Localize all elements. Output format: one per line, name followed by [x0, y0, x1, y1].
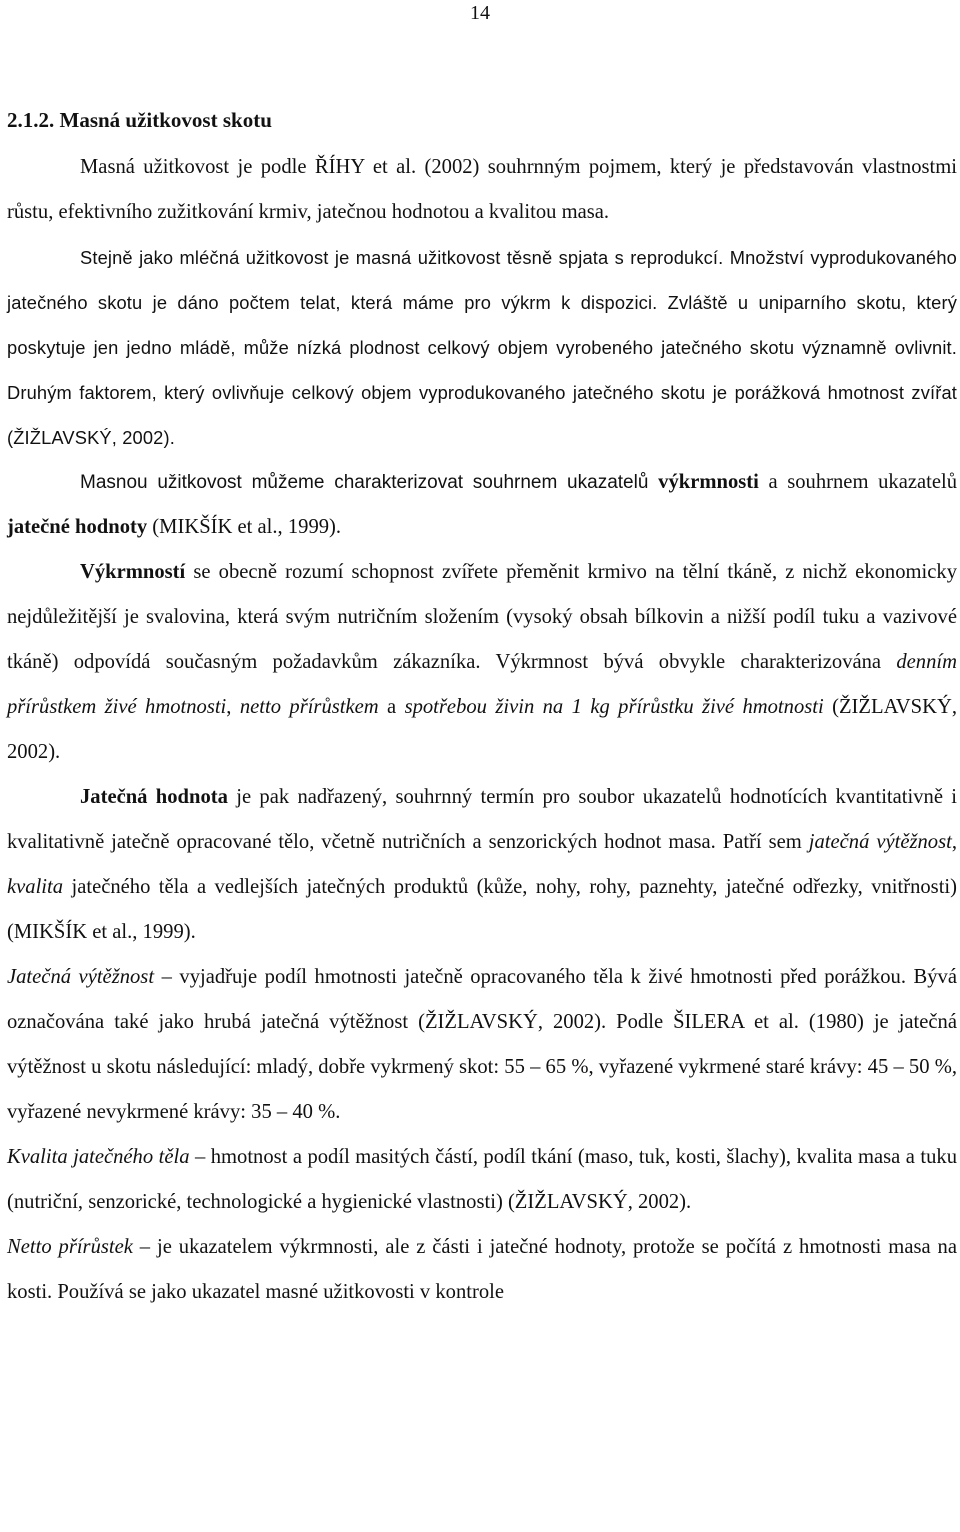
- term-jatecna-vytaznost: jatečná výtěžnost: [808, 831, 952, 853]
- paragraph-jatecna-hodnota: [7, 775, 957, 955]
- definition-text: – vyjadřuje podíl hmotnosti jatečně opracovaného těla k živé hmotnosti před porážkou. Bývá označována také jako hrubá jatečná výtěžnost (ŽIŽLAVSKÝ, 2002). Podle ŠILERA et al. (1980) je jatečná výtěžnost u skotu následující: mladý, dobře vykrmený skot: 55 – 65 %, vyřazené vykrmené staré krávy: 45 – 50 %, vyřazené nevykrmené krávy: 35 – 40 %.: [7, 966, 957, 1123]
- paragraph-jatecna-hodnota-text-2: jatečného těla a vedlejších jatečných produktů (kůže, nohy, rohy, paznehty, jatečné odřezky, vnitřnosti) (MIKŠÍK et al., 1999).: [7, 876, 957, 943]
- term-jatecna-hodnota-bold: Jatečná hodnota: [80, 786, 228, 808]
- paragraph-indicators-text: Masnou užitkovost můžeme charakterizovat souhrnem ukazatelů: [80, 472, 659, 493]
- document-body: [7, 145, 957, 1315]
- term-kvalita: kvalita: [7, 876, 64, 898]
- term-jatecna-hodnota: jatečné hodnoty: [7, 516, 148, 538]
- term-netto-prirustek: netto přírůstkem: [239, 696, 379, 718]
- paragraph-definition-netto: [7, 1225, 957, 1315]
- paragraph-indicators: [7, 460, 957, 550]
- term-denni-prirustek: denním přírůstkem živé hmotnosti: [7, 651, 957, 718]
- paragraph-vykrmnost-text: se obecně rozumí schopnost zvířete přeměnit krmivo na tělní tkáně, z nichž ekonomicky nejdůležitější je svalovina, která svým nutričním složením (vysoký obsah bílkovin a nižší podíl tuku a vazivové tkáně) odpovídá současným požadavkům zákazníka. Výkrmnost bývá obvykle charakterizována: [7, 561, 957, 673]
- citation: (MIKŠÍK et al., 1999).: [147, 516, 342, 538]
- definition-text: – hmotnost a podíl masitých částí, podíl tkání (maso, tuk, kosti, šlachy), kvalita masa a tuku (nutriční, senzorické, technologické a hygienické vlastnosti) (ŽIŽLAVSKÝ, 2002).: [7, 1146, 957, 1213]
- separator: ,: [226, 696, 240, 718]
- paragraph-intro: Masná užitkovost je podle ŘÍHY et al. (2002) souhrnným pojmem, který je představován vlastnostmi růstu, efektivního zužitkování krmiv, jatečnou hodnotou a kvalitou masa.: [7, 156, 957, 223]
- paragraph-jatecna-hodnota-text: je pak nadřazený, souhrnný termín pro soubor ukazatelů hodnotících kvantitativně i kvalitativně jatečně opracované tělo, včetně nutričních a senzorických hodnot masa. Patří sem: [7, 786, 957, 853]
- section-heading: 2.1.2. Masná užitkovost skotu: [7, 108, 272, 132]
- separator: a: [378, 696, 405, 718]
- paragraph-definition-kvalita: [7, 1135, 957, 1225]
- paragraph-reproduction: Stejně jako mléčná užitkovost je masná užitkovost těsně spjata s reprodukcí. Množství vyprodukovaného jatečného skotu je dáno počtem telat, která máme pro výkrm k dispozici. Zvláště u uniparního skotu, který poskytuje jen jedno mládě, může nízká plodnost celkový objem vyrobeného jatečného skotu významně ovlivnit. Druhým faktorem, který ovlivňuje celkový objem vyprodukovaného jatečného skotu je porážková hmotnost zvířat (ŽIŽLAVSKÝ, 2002).: [7, 247, 957, 448]
- term-vykrmnost: výkrmnosti: [658, 471, 759, 493]
- definition-text: – je ukazatelem výkrmnosti, ale z části i jatečné hodnoty, protože se počítá z hmotnosti masa na kosti. Používá se jako ukazatel masné užitkovosti v kontrole: [7, 1236, 957, 1303]
- separator: ,: [951, 831, 957, 853]
- term-netto-prirustek-def: Netto přírůstek: [7, 1236, 133, 1258]
- term-spotreba-zivin: spotřebou živin na 1 kg přírůstku živé hmotnosti: [404, 696, 824, 718]
- term-kvalita-jatecneho-tela: Kvalita jatečného těla: [7, 1146, 190, 1168]
- paragraph-vykrmnost: [7, 550, 957, 775]
- term-vykrmnosti: Výkrmností: [80, 561, 186, 583]
- paragraph-definition-vytaznost: [7, 955, 957, 1135]
- page-number: 14: [470, 2, 490, 24]
- term-jatecna-vytaznost-def: Jatečná výtěžnost: [7, 966, 155, 988]
- citation: (ŽIŽLAVSKÝ, 2002).: [7, 696, 958, 763]
- paragraph-indicators-text-2: a souhrnem ukazatelů: [758, 471, 957, 493]
